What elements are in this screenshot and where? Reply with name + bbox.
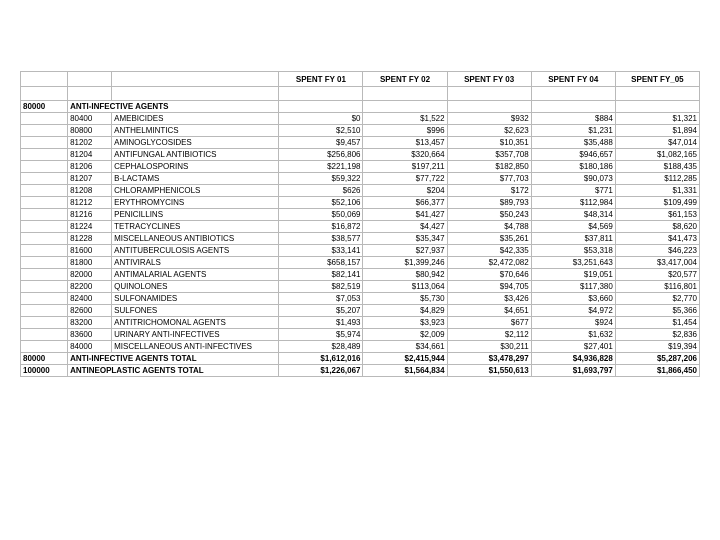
spent-fy02: $27,937 bbox=[363, 245, 447, 257]
table-row bbox=[21, 173, 700, 185]
spent-fy01: $5,974 bbox=[279, 329, 363, 341]
class-code: 81216 bbox=[68, 209, 112, 221]
spent-fy04: $1,632 bbox=[531, 329, 615, 341]
spent-fy02: $4,427 bbox=[363, 221, 447, 233]
spent-fy05: $1,082,165 bbox=[615, 149, 699, 161]
spent-fy04: $946,657 bbox=[531, 149, 615, 161]
total-fy02: $2,415,944 bbox=[363, 353, 447, 365]
spent-fy02: $80,942 bbox=[363, 269, 447, 281]
spent-fy04: $112,984 bbox=[531, 197, 615, 209]
blank-cell bbox=[21, 305, 68, 317]
spent-fy01: $16,872 bbox=[279, 221, 363, 233]
class-name: TETRACYCLINES bbox=[112, 221, 279, 233]
spent-fy05: $188,435 bbox=[615, 161, 699, 173]
spent-fy03: $172 bbox=[447, 185, 531, 197]
class-name: PENICILLINS bbox=[112, 209, 279, 221]
blank-cell bbox=[21, 329, 68, 341]
class-code: 81600 bbox=[68, 245, 112, 257]
spent-fy02: $66,377 bbox=[363, 197, 447, 209]
column-header-fy03: SPENT FY 03 bbox=[447, 72, 531, 87]
spent-fy02: $1,399,246 bbox=[363, 257, 447, 269]
table-row bbox=[21, 269, 700, 281]
class-code: 81224 bbox=[68, 221, 112, 233]
spent-fy02: $34,661 bbox=[363, 341, 447, 353]
table-row bbox=[21, 305, 700, 317]
table-row bbox=[21, 293, 700, 305]
spent-fy01: $52,106 bbox=[279, 197, 363, 209]
class-code: 84000 bbox=[68, 341, 112, 353]
spent-fy01: $626 bbox=[279, 185, 363, 197]
class-code: 82200 bbox=[68, 281, 112, 293]
spent-fy02: $996 bbox=[363, 125, 447, 137]
blank-cell bbox=[21, 293, 68, 305]
column-header-fy02: SPENT FY 02 bbox=[363, 72, 447, 87]
spent-fy02: $1,522 bbox=[363, 113, 447, 125]
class-name: CEPHALOSPORINS bbox=[112, 161, 279, 173]
blank-cell bbox=[21, 185, 68, 197]
total-name: ANTINEOPLASTIC AGENTS TOTAL bbox=[68, 365, 279, 377]
spent-fy04: $27,401 bbox=[531, 341, 615, 353]
spent-fy04: $90,073 bbox=[531, 173, 615, 185]
spent-fy01: $658,157 bbox=[279, 257, 363, 269]
spent-fy03: $357,708 bbox=[447, 149, 531, 161]
spent-fy02: $197,211 bbox=[363, 161, 447, 173]
spent-fy01: $82,141 bbox=[279, 269, 363, 281]
class-name: ANTIVIRALS bbox=[112, 257, 279, 269]
spent-fy02: $320,664 bbox=[363, 149, 447, 161]
header-row bbox=[21, 72, 700, 87]
class-code: 83200 bbox=[68, 317, 112, 329]
spent-fy04: $48,314 bbox=[531, 209, 615, 221]
class-name: CHLORAMPHENICOLS bbox=[112, 185, 279, 197]
blank-cell bbox=[21, 161, 68, 173]
column-header-fy01: SPENT FY 01 bbox=[279, 72, 363, 87]
class-name: MISCELLANEOUS ANTIBIOTICS bbox=[112, 233, 279, 245]
table-row bbox=[21, 149, 700, 161]
blank-cell bbox=[21, 257, 68, 269]
class-name: ERYTHROMYCINS bbox=[112, 197, 279, 209]
spent-fy04: $4,569 bbox=[531, 221, 615, 233]
class-code: 83600 bbox=[68, 329, 112, 341]
blank-cell bbox=[21, 221, 68, 233]
class-name: MISCELLANEOUS ANTI-INFECTIVES bbox=[112, 341, 279, 353]
class-name: AMEBICIDES bbox=[112, 113, 279, 125]
spent-fy03: $50,243 bbox=[447, 209, 531, 221]
class-code: 81202 bbox=[68, 137, 112, 149]
spent-fy05: $112,285 bbox=[615, 173, 699, 185]
spent-fy01: $0 bbox=[279, 113, 363, 125]
spent-fy05: $1,454 bbox=[615, 317, 699, 329]
spent-fy01: $256,806 bbox=[279, 149, 363, 161]
class-code: 82600 bbox=[68, 305, 112, 317]
spent-fy01: $9,457 bbox=[279, 137, 363, 149]
column-header-fy05: SPENT FY_05 bbox=[615, 72, 699, 87]
spent-fy02: $77,722 bbox=[363, 173, 447, 185]
spent-fy02: $41,427 bbox=[363, 209, 447, 221]
blank-cell bbox=[21, 137, 68, 149]
spent-fy01: $5,207 bbox=[279, 305, 363, 317]
spent-fy02: $3,923 bbox=[363, 317, 447, 329]
blank-cell bbox=[21, 125, 68, 137]
table-row bbox=[21, 197, 700, 209]
class-name: ANTITRICHOMONAL AGENTS bbox=[112, 317, 279, 329]
spent-fy03: $94,705 bbox=[447, 281, 531, 293]
class-name: ANTIMALARIAL AGENTS bbox=[112, 269, 279, 281]
group-heading-row bbox=[21, 101, 700, 113]
blank-cell bbox=[21, 113, 68, 125]
spacer-row bbox=[21, 87, 700, 101]
total-fy03: $3,478,297 bbox=[447, 353, 531, 365]
spent-fy05: $3,417,004 bbox=[615, 257, 699, 269]
spent-fy02: $113,064 bbox=[363, 281, 447, 293]
spent-fy04: $3,251,643 bbox=[531, 257, 615, 269]
spent-fy03: $70,646 bbox=[447, 269, 531, 281]
spent-fy05: $1,331 bbox=[615, 185, 699, 197]
class-code: 81204 bbox=[68, 149, 112, 161]
class-code: 80400 bbox=[68, 113, 112, 125]
total-fy01: $1,612,016 bbox=[279, 353, 363, 365]
blank-cell bbox=[21, 173, 68, 185]
spent-fy04: $771 bbox=[531, 185, 615, 197]
spent-fy03: $182,850 bbox=[447, 161, 531, 173]
class-code: 81212 bbox=[68, 197, 112, 209]
spent-fy05: $41,473 bbox=[615, 233, 699, 245]
spent-fy05: $46,223 bbox=[615, 245, 699, 257]
spent-fy05: $19,394 bbox=[615, 341, 699, 353]
blank-cell bbox=[21, 245, 68, 257]
spent-fy02: $4,829 bbox=[363, 305, 447, 317]
group-title: ANTI-INFECTIVE AGENTS bbox=[68, 101, 279, 113]
total-fy04: $1,693,797 bbox=[531, 365, 615, 377]
total-code: 80000 bbox=[21, 353, 68, 365]
blank-cell bbox=[21, 341, 68, 353]
table-row bbox=[21, 317, 700, 329]
spent-fy03: $2,472,082 bbox=[447, 257, 531, 269]
blank-cell bbox=[21, 197, 68, 209]
spent-fy01: $59,322 bbox=[279, 173, 363, 185]
spent-fy03: $4,651 bbox=[447, 305, 531, 317]
total-fy01: $1,226,067 bbox=[279, 365, 363, 377]
class-code: 81800 bbox=[68, 257, 112, 269]
spent-fy04: $1,231 bbox=[531, 125, 615, 137]
spent-fy02: $204 bbox=[363, 185, 447, 197]
table-row bbox=[21, 209, 700, 221]
class-name: AMINOGLYCOSIDES bbox=[112, 137, 279, 149]
spent-fy01: $2,510 bbox=[279, 125, 363, 137]
table-row bbox=[21, 329, 700, 341]
spent-fy03: $2,112 bbox=[447, 329, 531, 341]
table-row bbox=[21, 161, 700, 173]
blank-cell bbox=[21, 209, 68, 221]
spent-fy02: $13,457 bbox=[363, 137, 447, 149]
table-row bbox=[21, 221, 700, 233]
class-code: 81228 bbox=[68, 233, 112, 245]
class-code: 81206 bbox=[68, 161, 112, 173]
class-code: 81207 bbox=[68, 173, 112, 185]
total-fy02: $1,564,834 bbox=[363, 365, 447, 377]
class-code: 82400 bbox=[68, 293, 112, 305]
total-fy05: $5,287,206 bbox=[615, 353, 699, 365]
spent-fy02: $2,009 bbox=[363, 329, 447, 341]
table-row bbox=[21, 137, 700, 149]
header-blank-cell bbox=[21, 72, 68, 87]
spent-fy01: $28,489 bbox=[279, 341, 363, 353]
class-code: 81208 bbox=[68, 185, 112, 197]
class-name: SULFONES bbox=[112, 305, 279, 317]
class-code: 82000 bbox=[68, 269, 112, 281]
table-row bbox=[21, 233, 700, 245]
class-name: SULFONAMIDES bbox=[112, 293, 279, 305]
spent-fy01: $33,141 bbox=[279, 245, 363, 257]
spent-fy03: $35,261 bbox=[447, 233, 531, 245]
spent-fy03: $30,211 bbox=[447, 341, 531, 353]
class-name: ANTIFUNGAL ANTIBIOTICS bbox=[112, 149, 279, 161]
spent-fy05: $1,894 bbox=[615, 125, 699, 137]
spent-fy05: $109,499 bbox=[615, 197, 699, 209]
spent-fy04: $3,660 bbox=[531, 293, 615, 305]
spent-fy04: $19,051 bbox=[531, 269, 615, 281]
spent-fy01: $221,198 bbox=[279, 161, 363, 173]
spent-fy05: $116,801 bbox=[615, 281, 699, 293]
table-row bbox=[21, 113, 700, 125]
class-name: URINARY ANTI-INFECTIVES bbox=[112, 329, 279, 341]
class-name: ANTITUBERCULOSIS AGENTS bbox=[112, 245, 279, 257]
total-name: ANTI-INFECTIVE AGENTS TOTAL bbox=[68, 353, 279, 365]
table-row bbox=[21, 245, 700, 257]
spent-fy04: $35,488 bbox=[531, 137, 615, 149]
spent-fy03: $3,426 bbox=[447, 293, 531, 305]
class-name: ANTHELMINTICS bbox=[112, 125, 279, 137]
table-row bbox=[21, 257, 700, 269]
spent-fy01: $38,577 bbox=[279, 233, 363, 245]
spent-fy03: $89,793 bbox=[447, 197, 531, 209]
spent-fy03: $77,703 bbox=[447, 173, 531, 185]
spent-fy04: $4,972 bbox=[531, 305, 615, 317]
class-name: B-LACTAMS bbox=[112, 173, 279, 185]
spent-fy02: $5,730 bbox=[363, 293, 447, 305]
spent-fy04: $884 bbox=[531, 113, 615, 125]
spent-fy04: $117,380 bbox=[531, 281, 615, 293]
total-code: 100000 bbox=[21, 365, 68, 377]
spent-fy01: $7,053 bbox=[279, 293, 363, 305]
total-fy04: $4,936,828 bbox=[531, 353, 615, 365]
spending-table bbox=[20, 71, 700, 377]
spent-fy05: $20,577 bbox=[615, 269, 699, 281]
spent-fy05: $61,153 bbox=[615, 209, 699, 221]
spent-fy04: $53,318 bbox=[531, 245, 615, 257]
blank-cell bbox=[21, 149, 68, 161]
spent-fy05: $5,366 bbox=[615, 305, 699, 317]
total-row bbox=[21, 365, 700, 377]
table-row bbox=[21, 281, 700, 293]
total-fy05: $1,866,450 bbox=[615, 365, 699, 377]
spent-fy03: $2,623 bbox=[447, 125, 531, 137]
blank-cell bbox=[21, 281, 68, 293]
blank-cell bbox=[21, 269, 68, 281]
spent-fy05: $2,836 bbox=[615, 329, 699, 341]
spent-fy03: $932 bbox=[447, 113, 531, 125]
table-row bbox=[21, 341, 700, 353]
spent-fy03: $677 bbox=[447, 317, 531, 329]
spent-fy04: $180,186 bbox=[531, 161, 615, 173]
spent-fy03: $10,351 bbox=[447, 137, 531, 149]
spent-fy03: $4,788 bbox=[447, 221, 531, 233]
spent-fy05: $8,620 bbox=[615, 221, 699, 233]
spent-fy04: $37,811 bbox=[531, 233, 615, 245]
header-blank-cell bbox=[112, 72, 279, 87]
spent-fy03: $42,335 bbox=[447, 245, 531, 257]
blank-cell bbox=[21, 317, 68, 329]
spent-fy04: $924 bbox=[531, 317, 615, 329]
spent-fy01: $50,069 bbox=[279, 209, 363, 221]
blank-cell bbox=[21, 233, 68, 245]
header-blank-cell bbox=[68, 72, 112, 87]
spent-fy01: $82,519 bbox=[279, 281, 363, 293]
class-name: QUINOLONES bbox=[112, 281, 279, 293]
group-code: 80000 bbox=[21, 101, 68, 113]
table-row bbox=[21, 125, 700, 137]
table-row bbox=[21, 185, 700, 197]
total-fy03: $1,550,613 bbox=[447, 365, 531, 377]
class-code: 80800 bbox=[68, 125, 112, 137]
total-row bbox=[21, 353, 700, 365]
spent-fy02: $35,347 bbox=[363, 233, 447, 245]
spent-fy01: $1,493 bbox=[279, 317, 363, 329]
spent-fy05: $1,321 bbox=[615, 113, 699, 125]
column-header-fy04: SPENT FY 04 bbox=[531, 72, 615, 87]
spent-fy05: $47,014 bbox=[615, 137, 699, 149]
spent-fy05: $2,770 bbox=[615, 293, 699, 305]
